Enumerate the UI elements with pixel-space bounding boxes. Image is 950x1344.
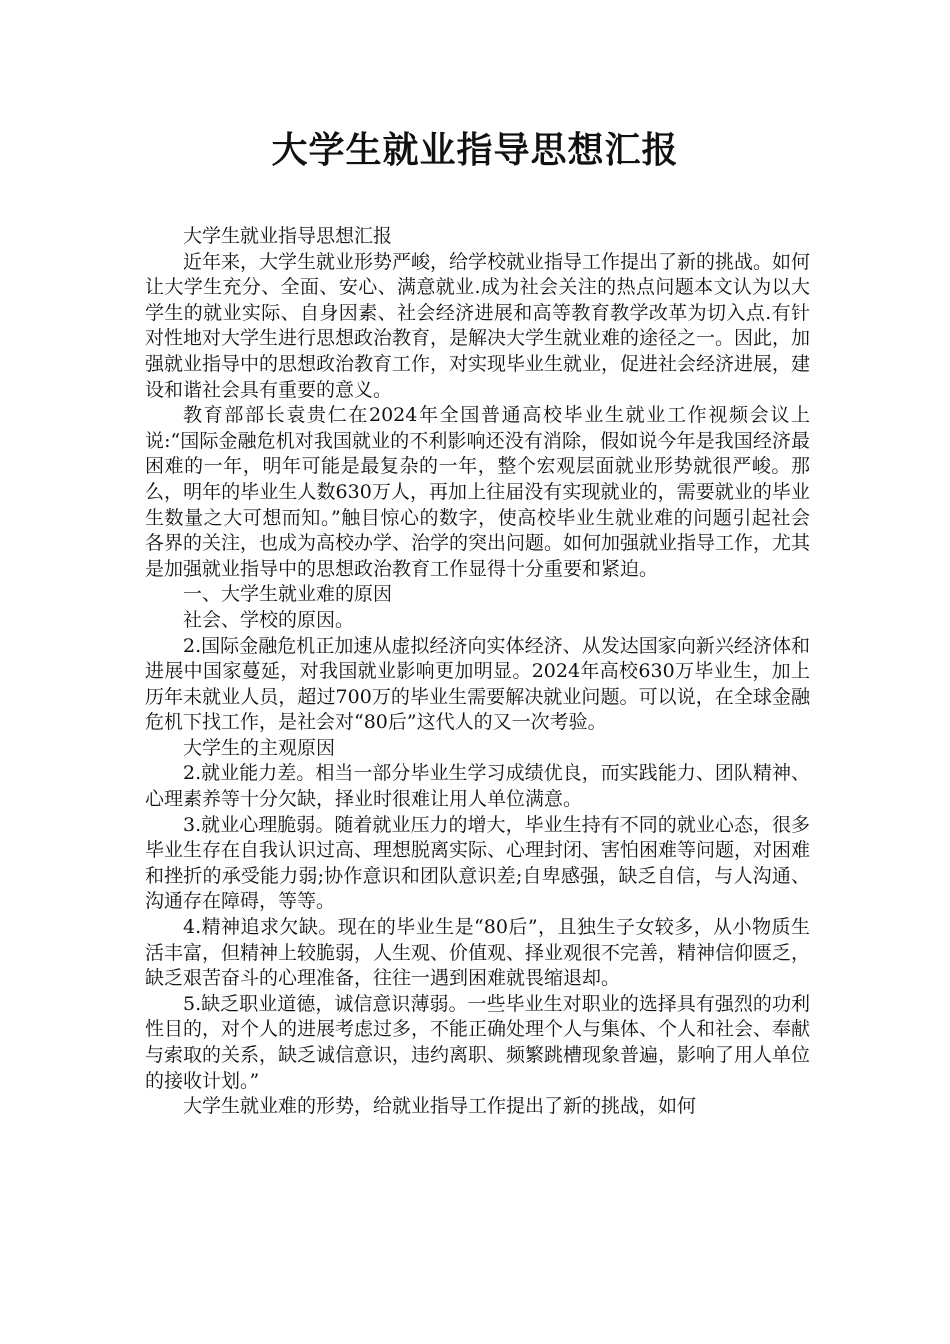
subsection-heading: 大学生的主观原因 [183, 736, 336, 759]
body-paragraph: 5.缺乏职业道德，诚信意识薄弱。一些毕业生对职业的选择具有强烈的功利性目的，对个人的进展考虑过多，不能正确处理个人与集体、个人和社会、奉献与索取的关系，缺乏诚信意识，违约离职、频繁跳槽现象普遍，影响了用人单位的接收计划。” [145, 992, 811, 1092]
body-paragraph: 4.精神追求欠缺。现在的毕业生是“80后”，且独生子女较多，从小物质生活丰富，但精神上较脆弱，人生观、价值观、择业观很不完善，精神信仰匮乏，缺乏艰苦奋斗的心理准备，往往一遇到困难就畏缩退却。 [145, 916, 811, 990]
body-paragraph: 3.就业心理脆弱。随着就业压力的增大，毕业生持有不同的就业心态，很多毕业生存在自我认识过高、理想脱离实际、心理封闭、害怕困难等问题，对困难和挫折的承受能力弱;协作意识和团队意识差;自卑感强，缺乏自信，与人沟通、沟通存在障碍，等等。 [145, 813, 811, 913]
body-paragraph: 教育部部长袁贵仁在2024年全国普通高校毕业生就业工作视频会议上说:“国际金融危机对我国就业的不利影响还没有消除，假如说今年是我国经济最困难的一年，明年可能是最复杂的一年，整个宏观层面就业形势就很严峻。那么，明年的毕业生人数630万人，再加上往届没有实现就业的，需要就业的毕业生数量之大可想而知。”触目惊心的数字，使高校毕业生就业难的问题引起社会各界的关注，也成为高校办学、治学的突出问题。如何加强就业指导工作，尤其是加强就业指导中的思想政治教育工作显得十分重要和紧迫。 [145, 404, 811, 580]
subsection-heading: 社会、学校的原因。 [183, 608, 355, 631]
document-title: 大学生就业指导思想汇报 [271, 130, 679, 171]
body-paragraph: 2.国际金融危机正加速从虚拟经济向实体经济、从发达国家向新兴经济体和进展中国家蔓延，对我国就业影响更加明显。2024年高校630万毕业生，加上历年未就业人员，超过700万的毕业生需要解决就业问题。可以说，在全球金融危机下找工作，是社会对“80后”这代人的又一次考验。 [145, 634, 810, 734]
body-paragraph: 2.就业能力差。相当一部分毕业生学习成绩优良，而实践能力、团队精神、心理素养等十分欠缺，择业时很难让用人单位满意。 [145, 762, 810, 811]
subtitle-paragraph: 大学生就业指导思想汇报 [183, 225, 393, 247]
body-paragraph: 近年来，大学生就业形势严峻，给学校就业指导工作提出了新的挑战。如何让大学生充分、全面、安心、满意就业.成为社会关注的热点问题本文认为以大学生的就业实际、自身因素、社会经济进展和高等教育教学改革为切入点.有针对性地对大学生进行思想政治教育，是解决大学生就业难的途径之一。因此，加强就业指导中的思想政治教育工作，对实现毕业生就业，促进社会经济进展，建设和谐社会具有重要的意义。 [145, 250, 811, 401]
section-heading: 一、大学生就业难的原因 [183, 583, 393, 606]
document-body [145, 224, 810, 1120]
body-paragraph: 大学生就业难的形势，给就业指导工作提出了新的挑战，如何 [183, 1095, 697, 1118]
